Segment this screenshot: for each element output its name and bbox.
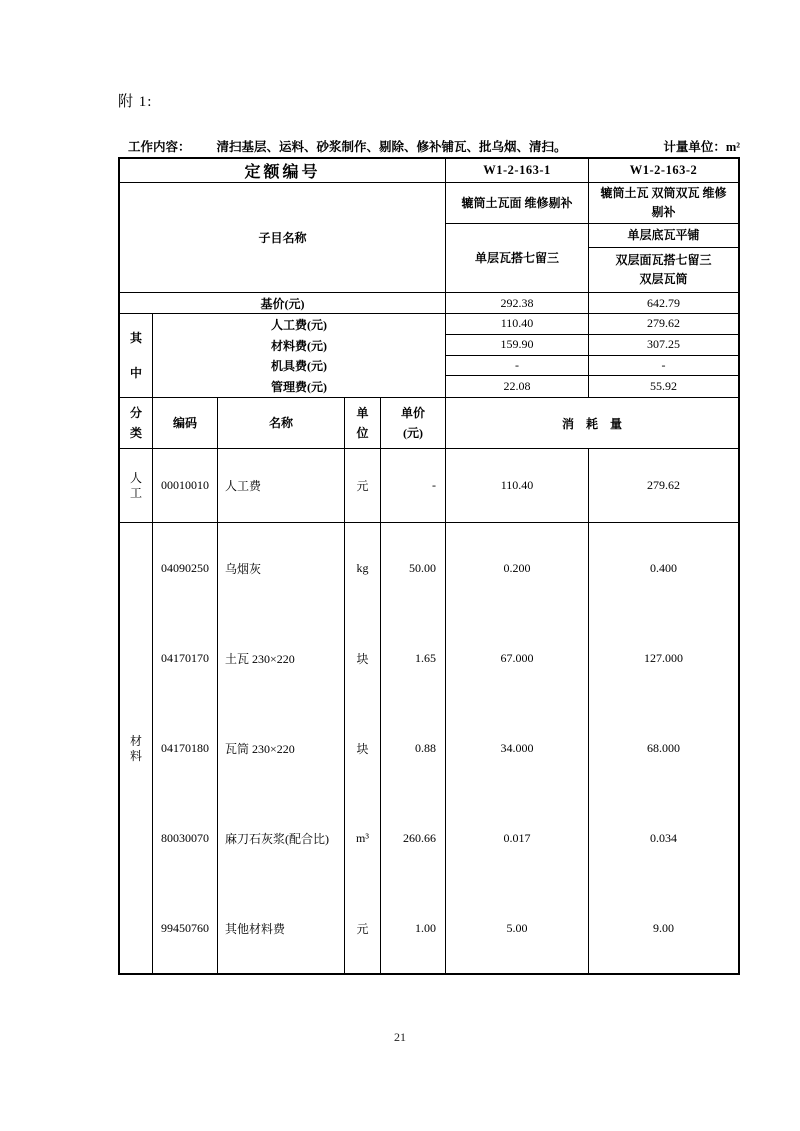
fee-value-2: -: [589, 356, 738, 377]
work-content-line: [118, 137, 740, 155]
fee-label: 材料费(元): [153, 335, 446, 356]
fee-row-management: [153, 376, 738, 397]
material-unit: kg: [356, 560, 369, 575]
among-label: 其 中: [120, 314, 153, 397]
material-unit: 块: [356, 651, 369, 666]
material-price: 260.66: [403, 830, 436, 845]
fee-label: 机具费(元): [153, 356, 446, 377]
material-name: 瓦筒 230×220: [225, 741, 295, 756]
labor-consumption-1: 110.40: [446, 449, 589, 522]
base-price-label: 基价(元): [120, 293, 446, 313]
labor-section-label: 人 工: [120, 449, 153, 522]
item-name-col2-spec2-line1: 双层面瓦搭七留三: [615, 253, 712, 268]
fee-row-labor: [153, 314, 738, 335]
fee-value-1: -: [446, 356, 589, 377]
material-name: 乌烟灰: [225, 561, 262, 576]
fee-row-machine: [153, 356, 738, 377]
fee-value-1: 110.40: [446, 314, 589, 335]
material-unit-column: [345, 523, 381, 973]
material-code: 04090250: [161, 560, 209, 575]
material-consumption-2: 0.400: [650, 560, 677, 575]
labor-name: 人工费: [218, 449, 345, 522]
material-consumption-1: 67.000: [500, 650, 534, 665]
material-name-column: [218, 523, 345, 973]
page-number: 21: [394, 1030, 406, 1044]
material-consumption-1: 34.000: [500, 740, 534, 755]
labor-price: -: [381, 449, 446, 522]
col-header-category: 分 类: [120, 398, 153, 448]
material-name: 麻刀石灰浆(配合比): [225, 831, 329, 846]
measure-unit: [663, 137, 740, 155]
quota-number-row: [120, 159, 738, 183]
item-name-row: [120, 183, 738, 293]
fee-label: 管理费(元): [153, 376, 446, 397]
col-header-name: 名称: [218, 398, 345, 448]
column-header-row: [120, 398, 738, 449]
attachment-label: 附 1:: [118, 94, 153, 110]
material-code-column: [153, 523, 218, 973]
fee-value-2: 307.25: [589, 335, 738, 356]
material-price-column: [381, 523, 446, 973]
quota-code-1: W1-2-163-1: [446, 159, 589, 182]
material-consumption-1: 5.00: [506, 920, 528, 935]
material-consumption-2: 9.00: [653, 920, 674, 935]
material-code: 99450760: [161, 920, 209, 935]
base-price-value-1: 292.38: [446, 293, 589, 313]
material-unit: 块: [356, 741, 369, 756]
fee-value-2: 279.62: [589, 314, 738, 335]
material-section-label: 材 料: [120, 523, 153, 973]
col-header-consumption: 消耗量: [561, 416, 634, 431]
measure-unit-label: 计量单位：: [663, 140, 726, 154]
material-consumption-1: 0.017: [503, 830, 531, 845]
quota-table: [118, 157, 740, 975]
fee-row-material: [153, 335, 738, 356]
base-price-value-2: 642.79: [647, 295, 680, 310]
col-header-price: 单价 (元): [381, 398, 446, 448]
item-name-label: 子目名称: [120, 183, 446, 292]
labor-section-row: [120, 449, 738, 523]
fees-section: [120, 314, 738, 398]
labor-code: 00010010: [153, 449, 218, 522]
fee-value-1: 159.90: [446, 335, 589, 356]
item-name-col2-spec2: [589, 248, 738, 292]
col-header-unit: 单 位: [345, 398, 381, 448]
quota-number-label: 定额编号: [120, 159, 446, 182]
item-name-col2-method: 辘筒土瓦 双筒双瓦 维修剔补: [589, 183, 738, 224]
labor-unit: 元: [345, 449, 381, 522]
item-name-col2-spec1: 单层底瓦平铺: [589, 224, 738, 248]
work-content-label: 工作内容：: [128, 140, 191, 154]
item-name-col2-spec2-line2: 双层瓦筒: [639, 272, 688, 286]
fees-rows: [153, 314, 738, 397]
material-unit: 元: [356, 921, 369, 936]
material-name: 土瓦 230×220: [225, 651, 295, 666]
material-consumption1-column: [446, 523, 589, 973]
item-name-col1-method: 辘筒土瓦面 维修剔补: [446, 183, 588, 224]
material-name: 其他材料费: [225, 921, 286, 936]
measure-unit-value: m²: [725, 140, 740, 154]
item-name-col2: [589, 183, 738, 292]
material-consumption-2: 68.000: [647, 740, 680, 755]
material-price: 1.65: [415, 650, 436, 665]
fee-label: 人工费(元): [153, 314, 446, 335]
fee-value-1: 22.08: [446, 376, 589, 397]
item-name-col1-spec: 单层瓦搭七留三: [474, 250, 559, 265]
quota-code-2: W1-2-163-2: [629, 163, 698, 177]
material-consumption-2: 127.000: [644, 650, 683, 665]
fee-value-2: 55.92: [650, 379, 677, 394]
material-consumption-1: 0.200: [503, 560, 531, 575]
material-code: 80030070: [161, 830, 209, 845]
item-name-col1: [446, 183, 589, 292]
material-consumption2-column: [589, 523, 738, 973]
material-unit: m³: [356, 830, 369, 845]
material-price: 0.88: [415, 740, 436, 755]
material-section-row: [120, 523, 738, 973]
labor-consumption-2: 279.62: [647, 478, 680, 492]
material-price: 50.00: [409, 560, 436, 575]
base-price-row: [120, 293, 738, 314]
col-header-code: 编码: [153, 398, 218, 448]
material-price: 1.00: [415, 920, 436, 935]
material-code: 04170180: [161, 740, 209, 755]
work-content-text: 清扫基层、运料、砂浆制作、剔除、修补铺瓦、批乌烟、清扫。: [216, 140, 567, 154]
material-code: 04170170: [161, 650, 209, 665]
material-consumption-2: 0.034: [650, 830, 677, 845]
